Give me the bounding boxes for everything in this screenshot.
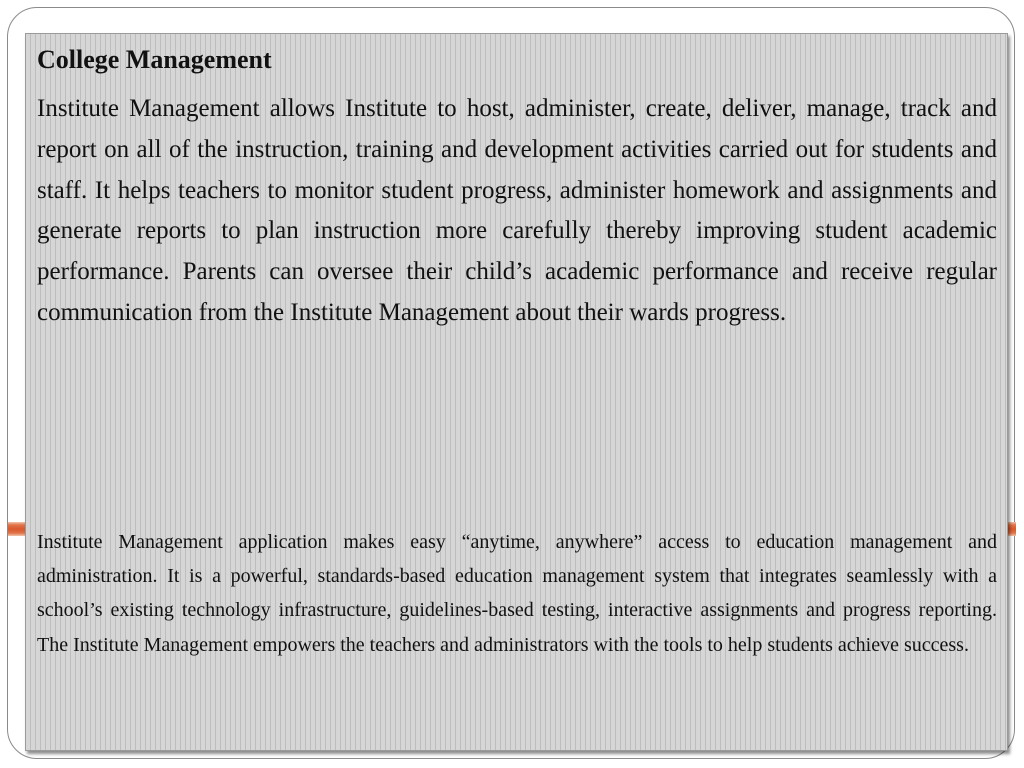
text-body [37,42,997,334]
paragraph-application: Institute Management application makes easy “anytime, anywhere” access to education management and administration. It is a powerful, standards-based education management system that integrates seamlessly with a school’s existing technology infrastructure, guidelines-based testing, interactive assignments and progress reporting. The Institute Management empowers the teachers and administrators with the tools to help students achieve success. [37,531,997,656]
paragraph-overview: Institute Management allows Institute to host, administer, create, deliver, manage, track and report on all of the instruction, training and development activities carried out for students and staff. It helps teachers to monitor student progress, administer homework and assignments and generate reports to plan instruction more carefully thereby improving student academic performance. Parents can oversee their child’s academic performance and receive regular communication from the Institute Management about their wards progress. [37,95,997,326]
content-panel [25,33,1008,751]
slide-title: College Management [37,45,272,74]
